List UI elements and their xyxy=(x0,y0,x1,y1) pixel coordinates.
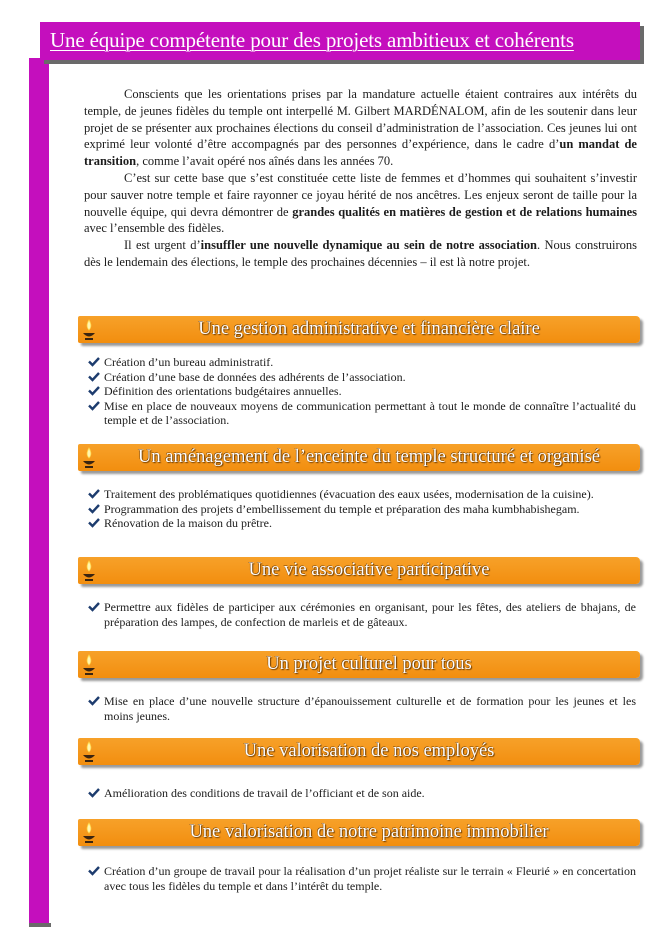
oil-lamp-icon xyxy=(82,559,96,583)
section-list-administration xyxy=(88,355,636,428)
page-title: Une équipe compétente pour des projets ambitieux et cohérents xyxy=(50,28,574,52)
intro-text-run: C’est sur cette base que s’est constituée cette liste de femmes et d’hommes qui souhaitent s’investir pour sauver notre temple et faire rayonner ce joyau hérité de nos ancêtres. Les enjeux seront de taille pour la nouvelle équipe, qui devra démontrer de xyxy=(84,170,637,219)
list-item-text: Traitement des problématiques quotidiennes (évacuation des eaux usées, modernisation de la cuisine). xyxy=(104,487,594,501)
checkmark-icon xyxy=(88,517,100,528)
list-item-text: Création d’une base de données des adhérents de l’association. xyxy=(104,369,406,384)
section-title: Une valorisation de nos employés xyxy=(243,741,495,761)
intro-bold-run: un mandat de transition xyxy=(84,137,637,169)
section-list-employes xyxy=(88,786,636,801)
intro-text-run: avec l’ensemble des fidèles. xyxy=(84,221,225,236)
list-item xyxy=(88,502,636,517)
checkmark-icon xyxy=(88,371,100,382)
list-item xyxy=(88,370,636,385)
list-item-text: Création d’un bureau administratif. xyxy=(104,355,274,369)
list-item-text: Programmation des projets d’embellissement du temple et préparation des maha kumbhabishegam. xyxy=(104,501,580,516)
checkmark-icon xyxy=(88,356,100,367)
section-header-administration xyxy=(78,316,640,343)
list-item-text: Mise en place d’une nouvelle structure d’épanouissement culturelle et de formation pour les jeunes et les moins jeunes. xyxy=(104,694,636,723)
checkmark-icon xyxy=(88,601,100,612)
section-header-amenagement xyxy=(78,444,640,471)
intro-paragraph-1 xyxy=(84,86,637,170)
section-header-vie-associative xyxy=(78,557,640,584)
frame-bottom-shadow xyxy=(29,923,51,927)
checkmark-icon xyxy=(88,503,100,514)
intro-paragraph-2 xyxy=(84,170,637,237)
section-title: Un projet culturel pour tous xyxy=(266,654,472,674)
intro-text-run: Conscients que les orientations prises par la mandature actuelle étaient contraires aux intérêts du temple, de jeunes fidèles du temple ont interpellé M. Gilbert MARDÉNALOM, afin de les soutenir dans leur projet de se présenter aux prochaines élections du conseil d’administration de l’association. Ces jeunes lui ont exprimé leur volonté d’être accompagnés par des personnes d’expérience, dans le cadre d’ xyxy=(84,87,637,152)
intro-paragraph-3 xyxy=(84,237,637,271)
list-item xyxy=(88,864,636,893)
checkmark-icon xyxy=(88,488,100,499)
frame-left-bar xyxy=(29,58,49,924)
list-item-text: Amélioration des conditions de travail de l’officiant et de son aide. xyxy=(104,786,425,800)
intro-bold-run: grandes qualités en matières de gestion et de relations humaines xyxy=(292,204,637,219)
oil-lamp-icon xyxy=(82,653,96,677)
section-title: Un aménagement de l’enceinte du temple structuré et organisé xyxy=(138,447,600,467)
section-list-amenagement xyxy=(88,487,636,531)
section-list-vie-associative xyxy=(88,600,636,629)
oil-lamp-icon xyxy=(82,446,96,470)
intro-text xyxy=(84,86,637,271)
intro-bold-run: insuffler une nouvelle dynamique au sein de notre association xyxy=(200,238,537,253)
list-item xyxy=(88,355,636,370)
list-item xyxy=(88,384,636,399)
list-item xyxy=(88,516,636,531)
list-item xyxy=(88,600,636,629)
checkmark-icon xyxy=(88,385,100,396)
list-item-text: Création d’un groupe de travail pour la réalisation d’un projet réaliste sur le terrain « Fleurié » en concertation avec tous les fidèles du temple et dans l’intérêt du temple. xyxy=(104,864,636,893)
intro-text-run: . Nous construirons dès le lendemain des élections, le temple des prochaines décennies – il est là notre projet. xyxy=(84,238,637,269)
intro-text-run: , comme l’avait opéré nos aînés dans les années 70. xyxy=(136,154,394,169)
intro-text-run: Il est urgent d’ xyxy=(124,238,201,253)
list-item xyxy=(88,694,636,723)
section-title: Une gestion administrative et financière claire xyxy=(198,319,540,339)
oil-lamp-icon xyxy=(82,740,96,764)
checkmark-icon xyxy=(88,865,100,876)
section-list-culturel xyxy=(88,694,636,723)
section-header-patrimoine xyxy=(78,819,640,846)
section-list-patrimoine xyxy=(88,864,636,893)
list-item-text: Permettre aux fidèles de participer aux cérémonies en organisant, pour les fêtes, des ateliers de bhajans, de préparation des lampes, de confection de marleis et de gâteaux. xyxy=(104,600,636,629)
list-item-text: Rénovation de la maison du prêtre. xyxy=(104,516,272,530)
list-item xyxy=(88,487,636,502)
list-item-text: Définition des orientations budgétaires annuelles. xyxy=(104,384,342,398)
list-item-text: Mise en place de nouveaux moyens de communication permettant à tout le monde de connaître l’actualité du temple et de l’association. xyxy=(104,398,636,427)
oil-lamp-icon xyxy=(82,821,96,845)
section-header-employes xyxy=(78,738,640,765)
section-title: Une vie associative participative xyxy=(248,560,490,580)
section-title: Une valorisation de notre patrimoine immobilier xyxy=(189,822,549,842)
checkmark-icon xyxy=(88,695,100,706)
checkmark-icon xyxy=(88,787,100,798)
section-header-culturel xyxy=(78,651,640,678)
list-item xyxy=(88,786,636,801)
list-item xyxy=(88,399,636,428)
oil-lamp-icon xyxy=(82,318,96,342)
checkmark-icon xyxy=(88,400,100,411)
